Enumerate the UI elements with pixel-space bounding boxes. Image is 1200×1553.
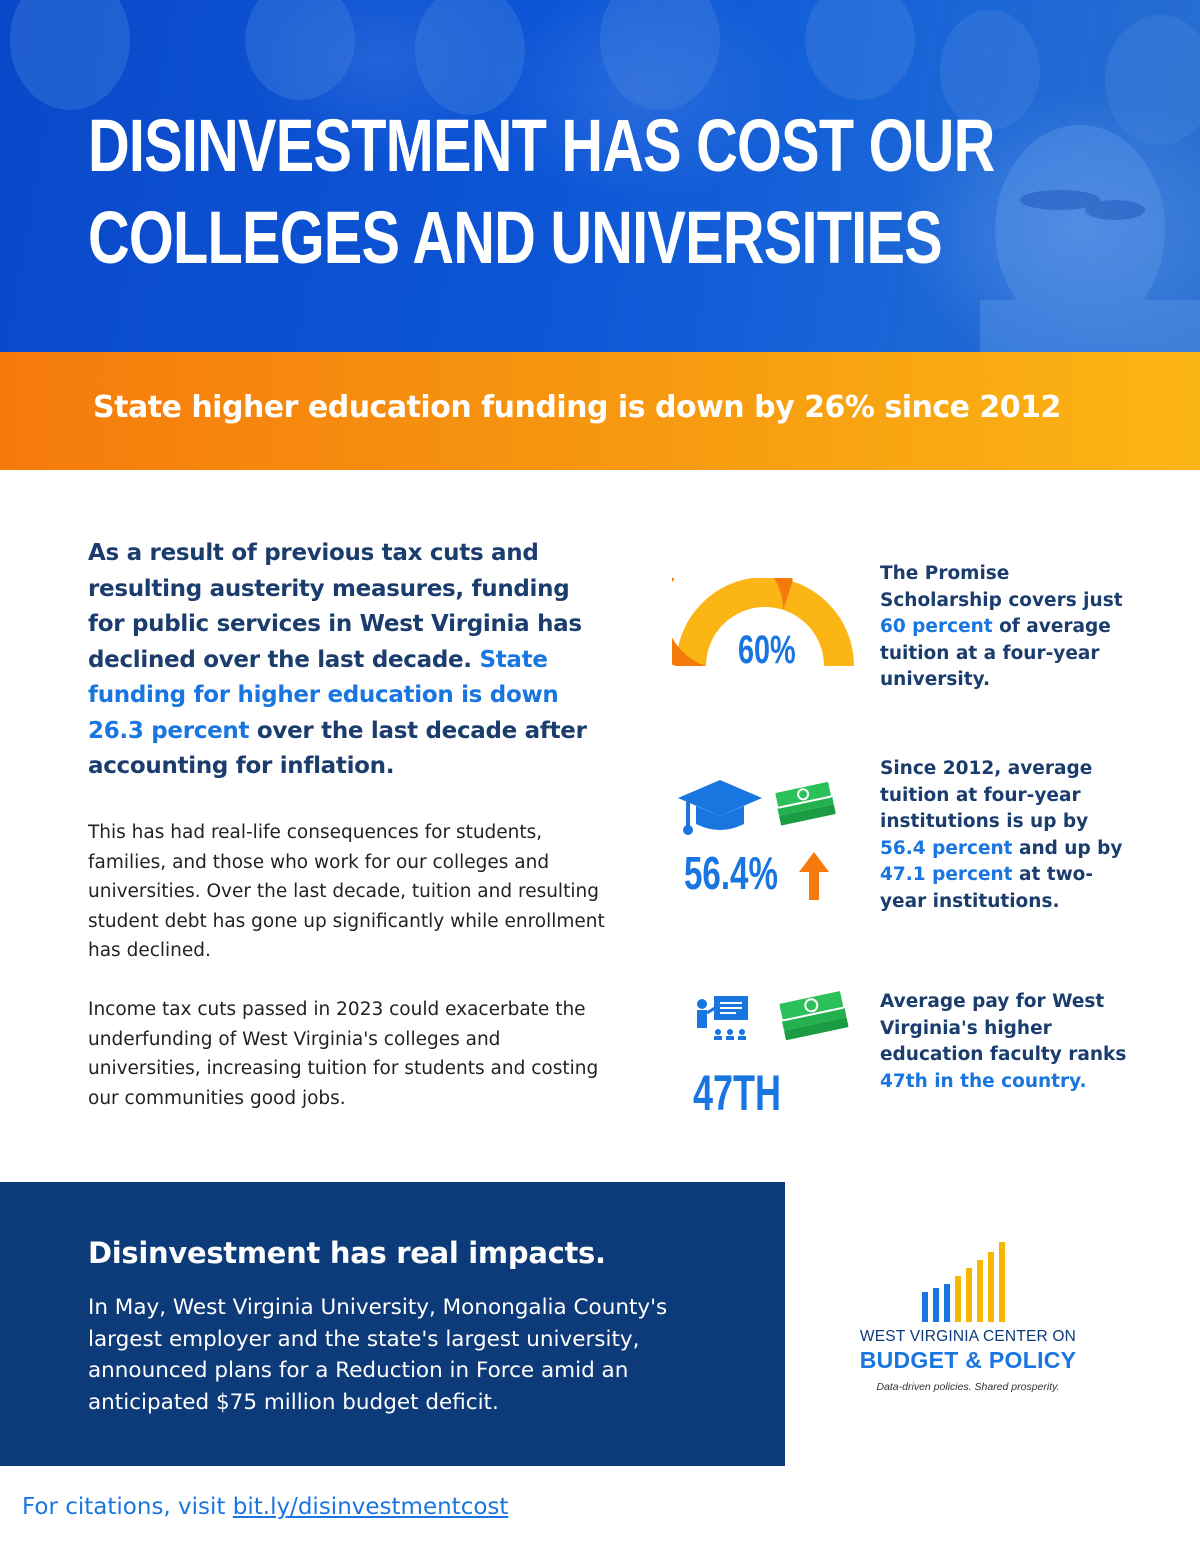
- tuition-text-a: Since 2012, average tuition at four-year institutions is up by: [880, 758, 1093, 832]
- promise-highlight: 60 percent: [880, 616, 993, 637]
- graduation-cap-icon: [676, 776, 764, 842]
- tuition-highlight-1: 56.4 percent: [880, 837, 1013, 859]
- promise-text-b: of average tuition at a four-year university.: [880, 616, 1111, 690]
- body-paragraph-1: This has had real-life consequences for students, families, and those who work for our colleges and universities. Over the last decade, tuition and resulting student debt has gone up significantly while enrollment has declined.: [88, 822, 605, 961]
- logo-org-line1: WEST VIRGINIA CENTER ON: [859, 1328, 1077, 1345]
- wvcbp-logo-icon: [920, 1240, 1010, 1324]
- logo-tagline: Data-driven policies. Shared prosperity.: [876, 1381, 1060, 1393]
- money-stack-icon: [776, 988, 852, 1048]
- hero-header: [0, 0, 1200, 352]
- impact-title: Disinvestment has real impacts.: [88, 1236, 606, 1270]
- citation-link[interactable]: bit.ly/disinvestmentcost: [232, 1494, 509, 1520]
- body-paragraph-2: Income tax cuts passed in 2023 could exacerbate the underfunding of West Virginia's colleges and universities, increasing tuition for students and costing our communities good jobs.: [88, 999, 599, 1109]
- faculty-highlight: 47th in the country.: [880, 1070, 1087, 1092]
- tuition-highlight-2: 47.1 percent: [880, 864, 1013, 885]
- gauge-label: 60%: [738, 628, 796, 672]
- page-title: [88, 100, 995, 284]
- teacher-presentation-icon: [690, 994, 752, 1042]
- promise-scholarship-text: [880, 561, 1130, 694]
- page-title-line1: DISINVESTMENT HAS COST OUR: [88, 104, 995, 187]
- impact-body: In May, West Virginia University, Monongalia County's largest employer and the state's largest university, announced plans for a Reduction in Force amid an anticipated $75 million budget deficit.: [88, 1295, 668, 1415]
- impact-panel: [0, 1182, 785, 1466]
- lead-text-part2: over the last decade after accounting for inflation.: [88, 717, 587, 779]
- tuition-text: [880, 756, 1130, 915]
- arrow-up-icon: [797, 850, 831, 902]
- faculty-rank-value: 47TH: [693, 1065, 782, 1121]
- money-stack-icon: [772, 780, 840, 836]
- faculty-text-a: Average pay for West Virginia's higher education faculty ranks: [880, 991, 1127, 1065]
- faculty-pay-text: [880, 989, 1130, 1095]
- page-title-line2: COLLEGES AND UNIVERSITIES: [88, 196, 942, 279]
- lead-paragraph: [88, 536, 608, 785]
- lead-highlight: State funding for higher education is down 26.3 percent: [88, 646, 559, 744]
- tuition-text-c: at two-year institutions.: [880, 864, 1094, 912]
- tuition-stat-value: 56.4%: [684, 847, 778, 899]
- banner-text: State higher education funding is down by 26% since 2012: [93, 390, 1061, 425]
- citation-prefix: For citations, visit: [22, 1494, 233, 1520]
- logo-org-line2: BUDGET & POLICY: [859, 1347, 1077, 1373]
- promise-text-a: The Promise Scholarship covers just: [880, 563, 1123, 611]
- citation-line: [22, 1494, 508, 1520]
- lead-text-part1: As a result of previous tax cuts and resulting austerity measures, funding for public services in West Virginia has declined over the last decade.: [88, 540, 582, 673]
- headline-banner: [0, 352, 1200, 470]
- tuition-text-b: and up by: [1012, 837, 1123, 859]
